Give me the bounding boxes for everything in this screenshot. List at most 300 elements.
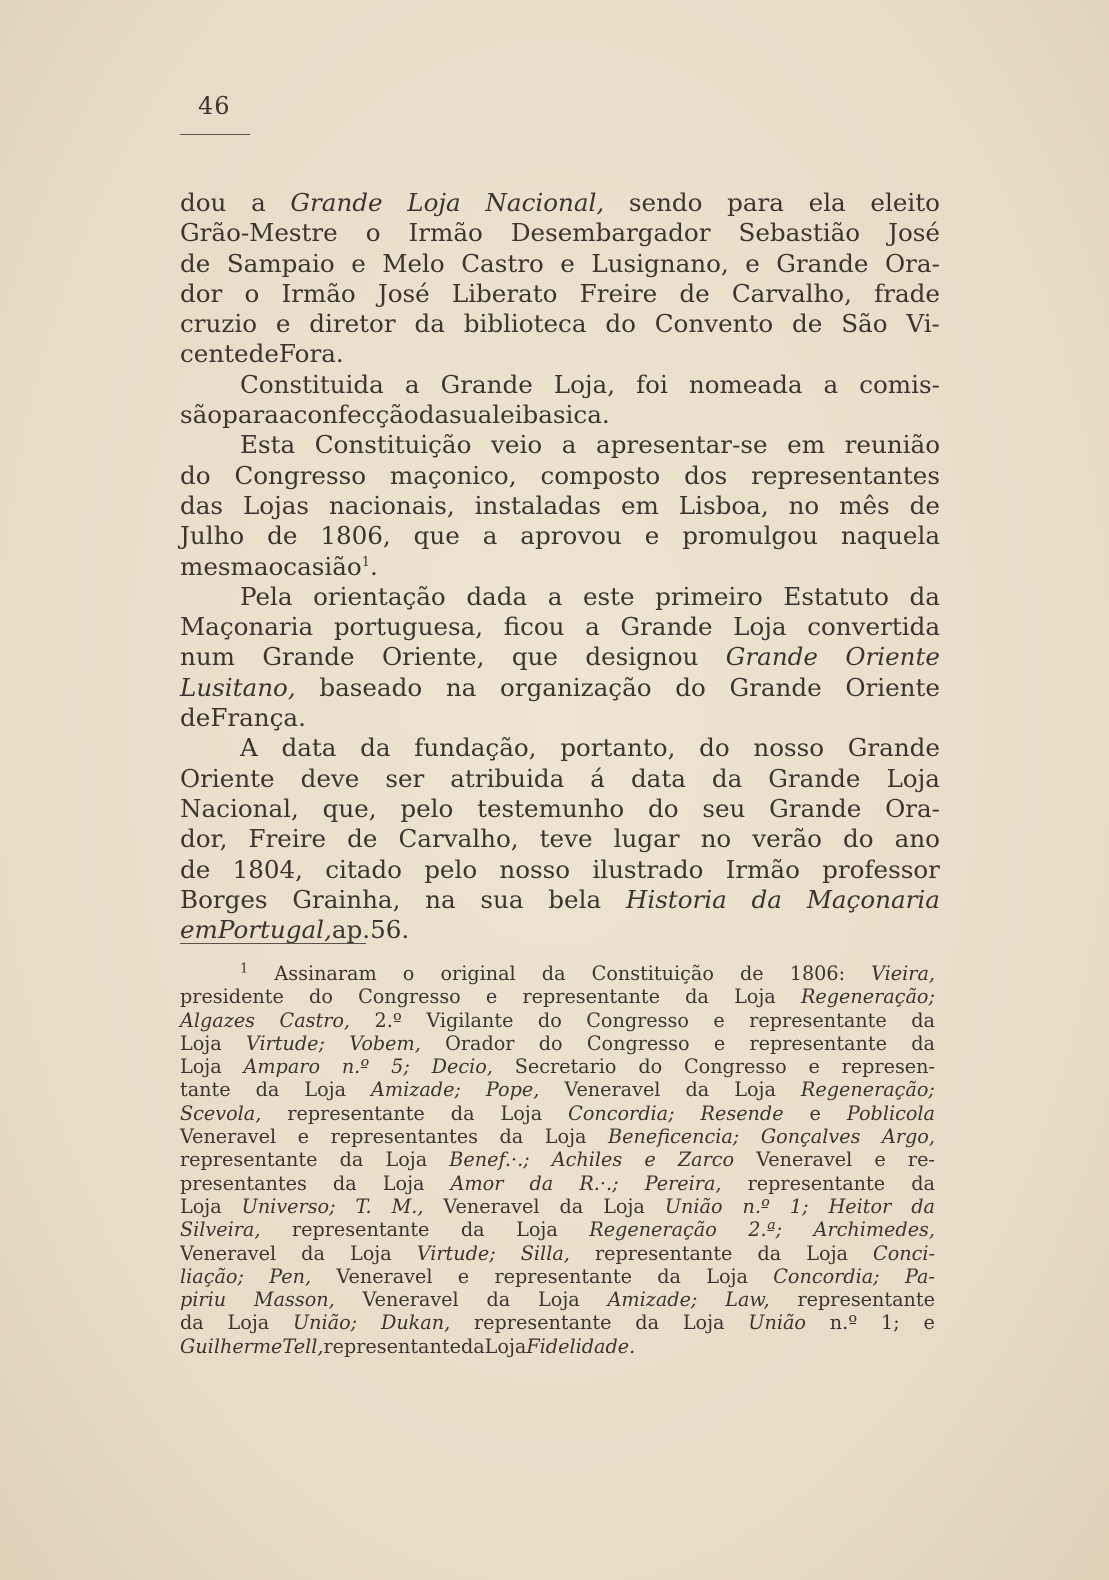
word: Oriente [845, 642, 940, 672]
word: no [788, 490, 820, 520]
word: da [657, 1264, 681, 1288]
word: veio [491, 430, 543, 460]
word: pelo [400, 793, 454, 823]
word: dor [180, 278, 223, 308]
word: diretor [309, 309, 396, 339]
word: de [909, 490, 940, 520]
word: de [679, 278, 710, 308]
word: Sampaio [226, 248, 335, 278]
footnote-line [180, 985, 935, 1008]
word: de [792, 309, 823, 339]
footnote-line [180, 1125, 935, 1148]
word: A [240, 733, 258, 763]
word: da [911, 1171, 935, 1195]
word: para [727, 188, 784, 217]
word: piriu [180, 1288, 227, 1312]
word: aprovou [520, 521, 622, 551]
word: da [418, 400, 450, 430]
word: que, [322, 793, 377, 823]
word: Masson, [253, 1288, 335, 1312]
word: da [635, 1311, 660, 1335]
word: Irmão [408, 218, 483, 248]
word: Liberato [451, 278, 558, 308]
word: Fidelidade. [526, 1334, 636, 1358]
word: representante [291, 1218, 430, 1242]
word: cruzio [180, 309, 257, 339]
word: e [560, 248, 575, 278]
word: de [180, 248, 211, 278]
word: ano [894, 824, 940, 854]
word: Tell, [282, 1334, 324, 1358]
word: Pereira, [644, 1171, 722, 1195]
body-line [180, 309, 940, 339]
word: das [180, 490, 224, 520]
word: Grande [768, 763, 861, 793]
word: União; [293, 1311, 358, 1335]
word: portuguesa, [333, 612, 484, 642]
word: original [440, 962, 516, 985]
body-text [180, 188, 940, 945]
word: Conci- [873, 1241, 935, 1265]
word: do [538, 1031, 563, 1055]
word: da [757, 1241, 782, 1265]
word: de [180, 854, 211, 884]
word: nomeada [688, 369, 803, 399]
footnote-line [180, 1218, 935, 1241]
word: da [685, 1078, 710, 1102]
body-line [180, 733, 940, 763]
word: Vieira, [871, 962, 935, 985]
word: São [841, 309, 888, 339]
word: promulgou [682, 521, 818, 551]
word: e [874, 1148, 886, 1172]
word: Amizade; [371, 1078, 461, 1102]
word: Universo; [241, 1194, 336, 1218]
word: Loja [484, 1334, 527, 1358]
word: convertida [807, 612, 940, 642]
word: o [365, 218, 381, 248]
word: do [605, 309, 636, 339]
word: sendo [628, 188, 703, 217]
word: bela [548, 884, 602, 914]
word: Argo, [881, 1125, 935, 1149]
word: Loja [382, 1171, 425, 1195]
word: pelo [424, 854, 478, 884]
body-line [180, 188, 940, 218]
word: da [180, 1311, 204, 1335]
word: da [911, 1008, 935, 1032]
word: atribuida [450, 763, 565, 793]
word: no [700, 824, 732, 854]
word: Historia [625, 884, 727, 914]
word: do [648, 793, 679, 823]
word: em [180, 915, 218, 945]
word: Constituição [314, 430, 472, 460]
word: na [425, 884, 456, 914]
word: á [590, 763, 605, 793]
word: representante [494, 1264, 632, 1288]
word: Heitor [828, 1194, 892, 1218]
body-line [180, 855, 940, 885]
word: ela [808, 188, 846, 217]
body-line [180, 885, 940, 915]
word: Pope, [485, 1078, 540, 1102]
footnote-rule [180, 943, 366, 944]
word: o [244, 278, 260, 308]
word: dor, [180, 824, 228, 854]
body-line [180, 430, 940, 460]
word: Virtude; [245, 1031, 325, 1055]
word: Concordia; [773, 1264, 880, 1288]
word: da [486, 1288, 511, 1312]
word: da [301, 1241, 325, 1265]
footnote-line [180, 1265, 935, 1288]
word: Vobem, [349, 1031, 421, 1055]
word: comis- [859, 369, 940, 399]
word: testemunho [477, 793, 625, 823]
word: dos [684, 460, 728, 490]
word: Loja [304, 1078, 347, 1102]
word: da [339, 1148, 364, 1172]
word: de [248, 339, 279, 369]
word: Constituida [240, 369, 384, 399]
word: re- [907, 1148, 935, 1172]
word: do [537, 1008, 562, 1032]
word: n.º [742, 1194, 770, 1218]
word: liação; [180, 1264, 244, 1288]
word: M., [391, 1194, 424, 1218]
word: apresentar-se [596, 430, 768, 460]
word: Sebastião [738, 218, 861, 248]
word: e [808, 1055, 820, 1079]
word: Estatuto [783, 581, 889, 611]
word: data [630, 763, 686, 793]
word: 5; [391, 1055, 410, 1079]
word: Zarco [677, 1148, 735, 1172]
word: Resende [700, 1101, 784, 1125]
word: da [911, 1194, 935, 1218]
word: Scevola, [180, 1101, 262, 1125]
footnote-line [180, 1009, 935, 1032]
body-line [180, 218, 940, 248]
word: da [255, 1078, 280, 1102]
word: a [404, 369, 420, 399]
body-line [180, 673, 940, 703]
body-line [180, 521, 940, 551]
word: Amizade; [607, 1288, 698, 1312]
word: basica. [522, 400, 610, 430]
word: representante [522, 985, 660, 1009]
word: Veneravel [180, 1125, 277, 1149]
word: são [180, 400, 223, 430]
word: teve [539, 824, 593, 854]
word: da [751, 884, 782, 914]
word: Silla, [520, 1241, 570, 1265]
word: Loja [516, 1218, 558, 1242]
word: p. [346, 915, 371, 945]
body-line [180, 642, 940, 672]
word: Veneravel [756, 1148, 853, 1172]
word: da [499, 1125, 524, 1149]
word: lugar [613, 824, 680, 854]
word: Loja, [553, 369, 616, 399]
word: Poblicola [846, 1101, 935, 1125]
word: Carvalho, [398, 824, 519, 854]
word: Grainha, [292, 884, 401, 914]
word: frade [874, 278, 940, 308]
word: mesma [180, 551, 269, 581]
word: da [541, 962, 566, 985]
body-line [180, 279, 940, 309]
word: Guilherme [180, 1334, 283, 1358]
word: primeiro [655, 581, 763, 611]
word: Grande [290, 188, 383, 217]
word: Grande [769, 793, 862, 823]
word: Amparo [243, 1055, 320, 1079]
word: cente [180, 339, 249, 369]
word: representante [180, 1148, 318, 1172]
word: Congresso [586, 1008, 689, 1032]
word: a [278, 400, 294, 430]
word: Benef.·.; [449, 1148, 530, 1172]
footnote-line [180, 1172, 935, 1195]
word: de [347, 824, 378, 854]
word: presentantes [180, 1171, 307, 1195]
word: 2.º [374, 1008, 402, 1032]
word: o [402, 962, 415, 985]
word: da [711, 763, 743, 793]
body-line [180, 703, 940, 733]
word: Concordia; [568, 1101, 675, 1125]
word: Loja [806, 1241, 848, 1265]
word: representante [323, 1334, 461, 1358]
body-line [180, 824, 940, 854]
word: e [644, 1148, 656, 1172]
body-line [180, 764, 940, 794]
word: 2.ª; [748, 1218, 783, 1242]
word: Loja [500, 1101, 543, 1125]
word: Gonçalves [760, 1125, 861, 1149]
word: Loja [180, 1031, 222, 1055]
word: e [809, 1101, 821, 1125]
word: Oriente, [381, 642, 485, 672]
word: R.·.; [579, 1171, 619, 1195]
word: Loja [407, 188, 461, 217]
word: Regeneração; [800, 985, 935, 1009]
word: $^1$. [361, 551, 378, 581]
footnote-line [180, 1078, 935, 1101]
word: e [745, 248, 760, 278]
word: n.º [341, 1055, 370, 1079]
word: em [620, 490, 659, 520]
word: maçonico, [389, 460, 517, 490]
word: seu [702, 793, 746, 823]
word: Amor [450, 1171, 504, 1195]
word: representante [594, 1241, 733, 1265]
word: Grande [729, 672, 822, 702]
word: este [582, 581, 635, 611]
word: da [909, 581, 940, 611]
word: e [713, 1031, 726, 1055]
word: Pen, [269, 1264, 312, 1288]
word: da [450, 1101, 475, 1125]
body-line [180, 249, 940, 279]
word: Esta [240, 430, 296, 460]
word: e [351, 248, 366, 278]
word: do [180, 460, 211, 490]
word: Regeneração [589, 1218, 717, 1242]
word: José [888, 218, 940, 248]
header-rule [180, 134, 250, 135]
word: baseado [319, 672, 423, 702]
word: Loja [886, 763, 940, 793]
word: sua [449, 400, 493, 430]
word: designou [585, 642, 699, 672]
word: e [923, 1311, 935, 1335]
word: Melo [382, 248, 445, 278]
word: na [445, 672, 477, 702]
word: Desembargador [510, 218, 711, 248]
word: tante [180, 1078, 231, 1102]
word: Julho [180, 521, 245, 551]
word: José [377, 278, 430, 308]
body-line [180, 794, 940, 824]
word: foi [636, 369, 668, 399]
word: a [585, 612, 600, 642]
word: Congresso [358, 985, 461, 1009]
word: e [713, 1008, 725, 1032]
word: do [699, 733, 730, 763]
word: e [644, 521, 660, 551]
word: mês [839, 490, 890, 520]
word: a [251, 188, 266, 217]
word: portanto, [560, 733, 676, 763]
word: num [180, 642, 235, 672]
word: Congresso [234, 460, 367, 490]
word: Decio, [431, 1055, 493, 1079]
body-line [180, 915, 940, 945]
word: T. [355, 1194, 372, 1218]
word: Loja [682, 1311, 725, 1335]
word: 1806: [789, 962, 846, 985]
word: lei [492, 400, 523, 430]
word: Beneficencia; [608, 1125, 740, 1149]
word: Law, [725, 1288, 770, 1312]
word: Loja [538, 1288, 580, 1312]
footnote-line [180, 1148, 935, 1171]
word: 1 [240, 961, 249, 977]
word: Grande [776, 248, 869, 278]
word: Oriente [180, 763, 275, 793]
word: Nacional, [180, 793, 299, 823]
word: do [309, 985, 333, 1009]
body-line [180, 461, 940, 491]
word: Veneravel [362, 1288, 459, 1312]
word: da [911, 1031, 935, 1055]
word: naquela [840, 521, 940, 551]
footnote-line [180, 1242, 935, 1265]
word: e [297, 1125, 310, 1149]
word: Silveira, [180, 1218, 261, 1242]
word: orientação [313, 581, 446, 611]
word: em [787, 430, 826, 460]
word: Pa- [904, 1264, 935, 1288]
body-line [180, 612, 940, 642]
footnote-line [180, 1032, 935, 1055]
word: ilustrado [592, 854, 704, 884]
word: a [561, 430, 577, 460]
word: representante [797, 1288, 935, 1312]
word: dou [180, 188, 227, 217]
footnote-text [180, 962, 935, 1358]
word: deve [300, 763, 360, 793]
word: Carvalho, [731, 278, 852, 308]
word: Secretario [514, 1055, 617, 1079]
word: dada [466, 581, 528, 611]
word: representante [287, 1101, 425, 1125]
word: Ora- [885, 793, 940, 823]
word: professor [822, 854, 940, 884]
word: verão [752, 824, 822, 854]
word: nosso [753, 733, 825, 763]
word: Nacional, [485, 188, 605, 217]
word: Grande [725, 642, 818, 672]
word: ser [385, 763, 425, 793]
footnote-line [180, 1102, 935, 1125]
word: Grande [620, 612, 713, 642]
word: que [511, 642, 558, 672]
body-line [180, 370, 940, 400]
footnote-line [180, 1335, 935, 1358]
word: reunião [844, 430, 940, 460]
word: Grande [847, 733, 940, 763]
word: Oriente [845, 672, 940, 702]
word: Convento [654, 309, 774, 339]
word: a [331, 915, 347, 945]
body-line [180, 552, 940, 582]
word: Congresso [586, 1031, 690, 1055]
word: Grande [440, 369, 533, 399]
word: Maçonaria [806, 884, 940, 914]
word: Lojas [242, 490, 310, 520]
word: organização [500, 672, 652, 702]
word: Grão-Mestre [180, 218, 338, 248]
word: Archimedes, [813, 1218, 935, 1242]
word: data [281, 733, 337, 763]
word: Veneravel [336, 1264, 433, 1288]
word: presidente [180, 985, 284, 1009]
word: Loja [706, 1264, 748, 1288]
footnote-line [180, 1055, 935, 1078]
word: Lusignano, [591, 248, 729, 278]
footnote-line [180, 962, 935, 985]
word: de [739, 962, 764, 985]
word: Virtude; [416, 1241, 496, 1265]
word: de [267, 521, 298, 551]
body-line [180, 339, 940, 369]
word: Constituição [591, 962, 714, 985]
word: Vigilante [426, 1008, 514, 1032]
word: Freire [579, 278, 658, 308]
word: da [332, 1171, 357, 1195]
word: Regeneração; [800, 1078, 935, 1102]
word: Fora. [278, 339, 344, 369]
page-number: 46 [198, 92, 231, 120]
footnote-line [180, 1195, 935, 1218]
word: do [675, 672, 706, 702]
word: e [457, 1264, 470, 1288]
word: União [664, 1194, 723, 1218]
